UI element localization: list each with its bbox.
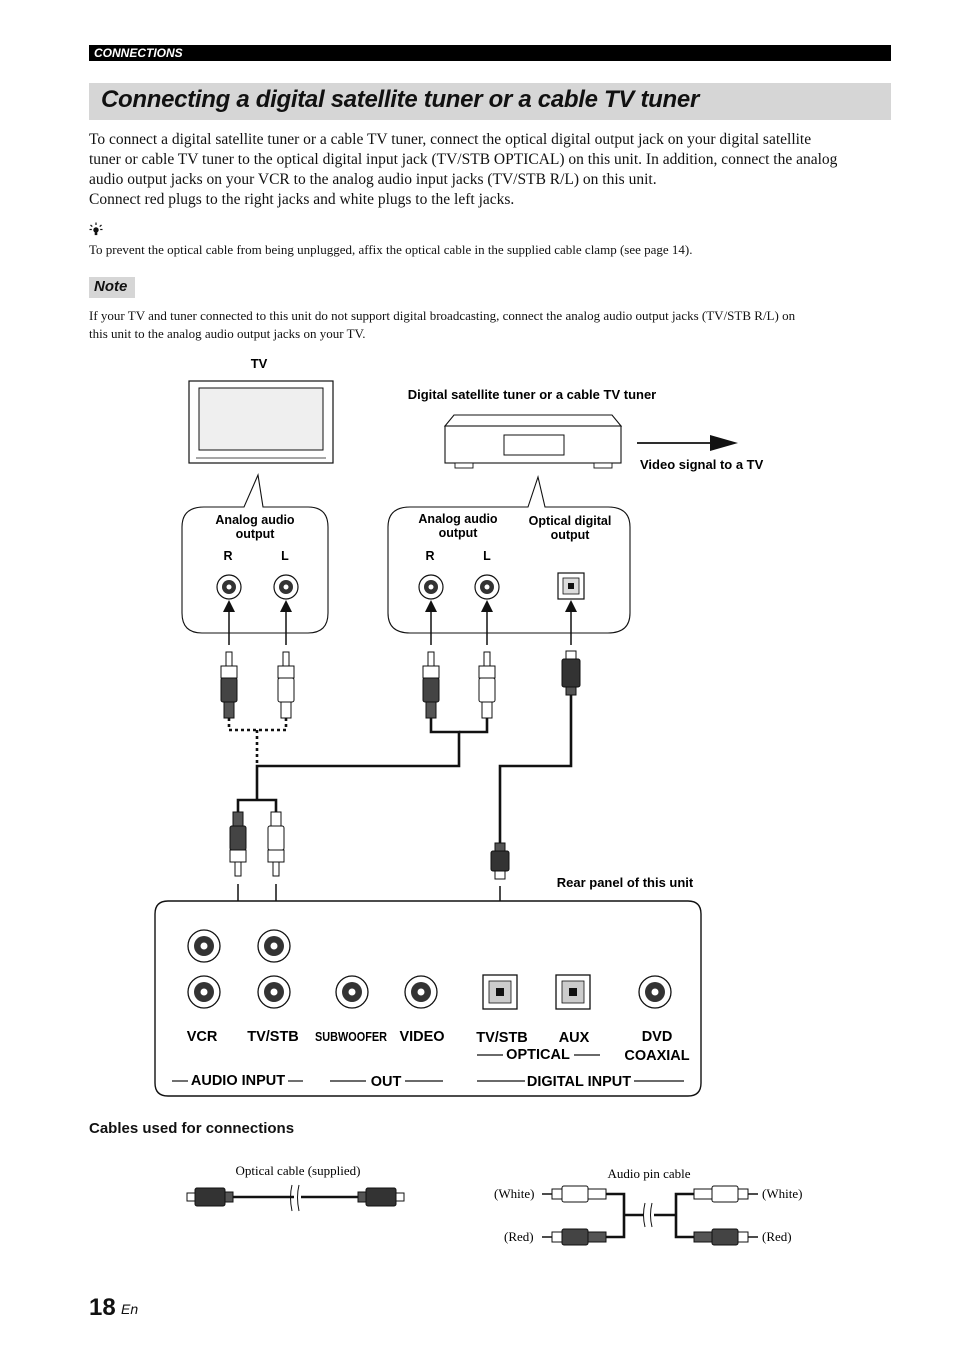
audio-pin-cable-icon — [542, 1186, 758, 1245]
tip-text: To prevent the optical cable from being unplugged, affix the optical cable in the supplied cable clamp (see page 14). — [89, 242, 693, 257]
tv-output-l: L — [281, 549, 289, 563]
coaxial-label: COAXIAL — [624, 1048, 690, 1064]
vcr-jack-l — [188, 930, 220, 962]
page-title: Connecting a digital satellite tuner or a cable TV tuner — [101, 86, 699, 113]
tuner-plug-red — [423, 652, 439, 718]
tuner-rca-jack-r — [419, 575, 443, 599]
rear-panel-label: Rear panel of this unit — [556, 875, 694, 890]
tuner-label: Digital satellite tuner or a cable TV tuner — [407, 387, 657, 402]
tvstb-optical-jack — [483, 975, 517, 1009]
tuner-output-r: R — [425, 549, 435, 563]
tv-plug-white — [278, 652, 294, 718]
page-language: En — [121, 1301, 139, 1317]
tv-icon — [189, 381, 333, 463]
note-label: Note — [94, 278, 128, 295]
tvstb-label: TV/STB — [247, 1029, 299, 1045]
tv-rca-jack-l — [274, 575, 298, 599]
subwoofer-jack — [336, 976, 368, 1008]
cables-heading: Cables used for connections — [89, 1120, 295, 1137]
optical-output-title-2: output — [550, 528, 590, 542]
tv-output-title: Analog audio — [215, 513, 295, 527]
page-number: 18 — [89, 1294, 116, 1321]
tv-plug-red — [221, 652, 237, 718]
tuner-rca-jack-l — [475, 575, 499, 599]
white-left-label: (White) — [494, 1186, 535, 1201]
aux-label: AUX — [558, 1030, 590, 1046]
optical-label: OPTICAL — [506, 1047, 570, 1063]
vcr-label: VCR — [186, 1029, 218, 1045]
white-right-label: (White) — [762, 1186, 803, 1201]
optical-cable-icon — [187, 1185, 404, 1211]
tuner-box-icon — [445, 415, 621, 468]
tuner-output-title-2: output — [438, 526, 478, 540]
unit-optical-plug — [491, 843, 509, 879]
dvd-coaxial-jack — [639, 976, 671, 1008]
red-left-label: (Red) — [504, 1229, 534, 1244]
unit-plug-red — [230, 812, 246, 876]
tv-label: TV — [250, 356, 268, 371]
tv-rca-jack-r — [217, 575, 241, 599]
intro-line: To connect a digital satellite tuner or a cable TV tuner, connect the optical digital output jack on your digital satellite — [89, 131, 812, 148]
tvstb-jack-r — [258, 976, 290, 1008]
tv-output-r: R — [223, 549, 233, 563]
video-jack — [405, 976, 437, 1008]
video-signal-label: Video signal to a TV — [640, 457, 764, 472]
video-signal-arrow-icon — [637, 435, 738, 451]
note-line: If your TV and tuner connected to this unit do not support digital broadcasting, connect the analog audio output jacks (TV/STB R/L) on — [89, 308, 796, 323]
tuner-output-callout — [388, 477, 630, 633]
out-label: OUT — [370, 1074, 402, 1090]
tv-output-title-2: output — [235, 527, 275, 541]
note-line: this unit to the analog audio output jacks on your TV. — [89, 326, 366, 341]
intro-line: tuner or cable TV tuner to the optical digital input jack (TV/STB OPTICAL) on this unit. In addition, connect the analog — [89, 151, 838, 168]
subwoofer-label: SUBWOOFER — [315, 1029, 388, 1044]
tuner-output-l: L — [483, 549, 491, 563]
intro-line: Connect red plugs to the right jacks and white plugs to the left jacks. — [89, 191, 515, 208]
optical-cable-caption: Optical cable (supplied) — [235, 1163, 361, 1178]
tuner-output-title: Analog audio — [418, 512, 498, 526]
red-right-label: (Red) — [762, 1229, 792, 1244]
video-label: VIDEO — [399, 1029, 445, 1045]
optical-output-title: Optical digital — [528, 514, 612, 528]
intro-line: audio output jacks on your VCR to the analog audio input jacks (TV/STB R/L) on this unit. — [89, 171, 657, 188]
section-label: CONNECTIONS — [94, 46, 183, 60]
tuner-optical-plug — [562, 651, 580, 695]
tvstb-jack-l — [258, 930, 290, 962]
unit-plug-white — [268, 812, 284, 876]
vcr-jack-r — [188, 976, 220, 1008]
tv-output-callout — [182, 475, 328, 633]
audio-input-label: AUDIO INPUT — [190, 1073, 286, 1089]
tuner-plug-white — [479, 652, 495, 718]
digital-input-label: DIGITAL INPUT — [526, 1074, 632, 1090]
tvstb-optical-label: TV/STB — [476, 1030, 528, 1046]
aux-optical-jack — [556, 975, 590, 1009]
dvd-label: DVD — [641, 1029, 673, 1045]
tuner-optical-jack — [558, 573, 584, 599]
audio-cable-caption: Audio pin cable — [607, 1166, 691, 1181]
